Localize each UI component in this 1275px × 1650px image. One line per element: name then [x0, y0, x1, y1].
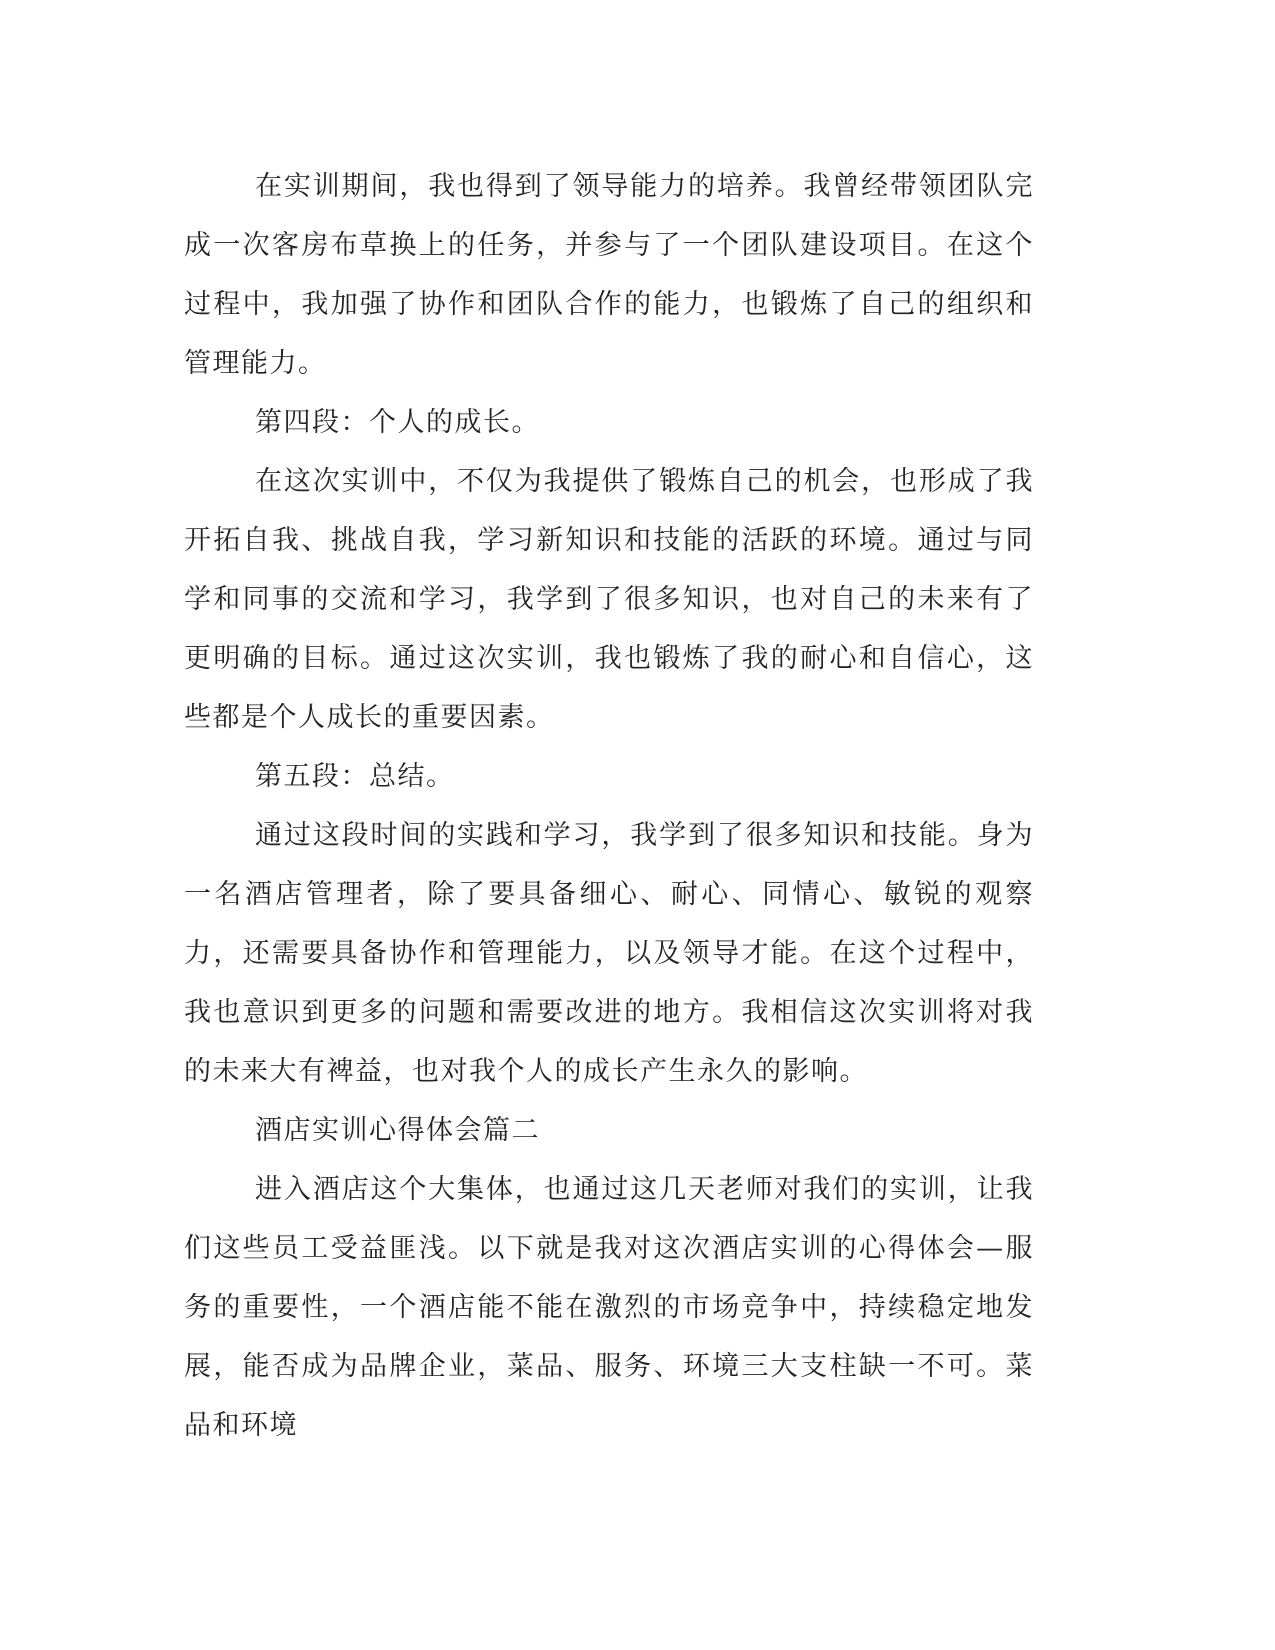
paragraph-service-importance: 进入酒店这个大集体，也通过这几天老师对我们的实训，让我们这些员工受益匪浅。以下就是我对这次酒店实训的心得体会—服务的重要性，一个酒店能不能在激烈的市场竞争中，持续稳定地发展，能否成为品牌企业，菜品、服务、环境三大支柱缺一不可。菜品和环境 — [184, 1174, 1034, 1441]
paragraph-personal-growth: 在这次实训中，不仅为我提供了锻炼自己的机会，也形成了我开拓自我、挑战自我，学习新知识和技能的活跃的环境。通过与同学和同事的交流和学习，我学到了很多知识，也对自己的未来有了更明确的目标。通过这次实训，我也锻炼了我的耐心和自信心，这些都是个人成长的重要因素。 — [184, 466, 1034, 733]
paragraph-summary: 通过这段时间的实践和学习，我学到了很多知识和技能。身为一名酒店管理者，除了要具备细心、耐心、同情心、敏锐的观察力，还需要具备协作和管理能力，以及领导才能。在这个过程中，我也意识到更多的问题和需要改进的地方。我相信这次实训将对我的未来大有裨益，也对我个人的成长产生永久的影响。 — [184, 820, 1034, 1087]
paragraph-leadership: 在实训期间，我也得到了领导能力的培养。我曾经带领团队完成一次客房布草换上的任务，并参与了一个团队建设项目。在这个过程中，我加强了协作和团队合作的能力，也锻炼了自己的组织和管理能力。 — [184, 171, 1034, 379]
document-body — [184, 157, 1034, 1455]
article-title-part-two: 酒店实训心得体会篇二 — [255, 1115, 540, 1146]
section-heading-personal-growth: 第四段：个人的成长。 — [255, 407, 540, 438]
section-heading-summary: 第五段：总结。 — [255, 761, 455, 792]
